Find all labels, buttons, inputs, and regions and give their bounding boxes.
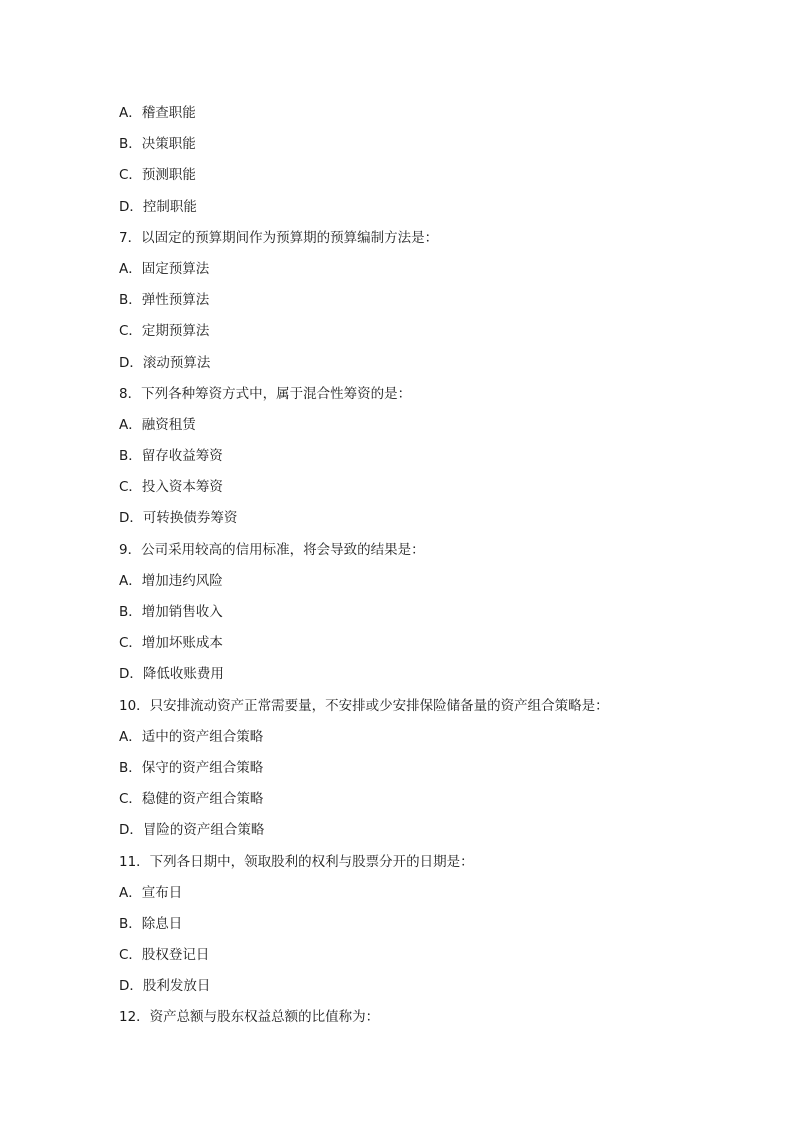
question-line: 11．下列各日期中，领取股利的权利与股票分开的日期是： — [119, 853, 474, 870]
question-line: 10．只安排流动资产正常需要量，不安排或少安排保险储备量的资产组合策略是： — [119, 697, 609, 714]
option-line: A．增加违约风险 — [119, 572, 223, 589]
option-line: B．留存收益筹资 — [119, 448, 223, 465]
option-line: B．决策职能 — [119, 136, 196, 153]
question-line: 12．资产总额与股东权益总额的比值称为： — [119, 1009, 380, 1026]
option-line: C．定期预算法 — [119, 323, 210, 340]
option-line: D．控制职能 — [119, 198, 197, 215]
option-line: C．稳健的资产组合策略 — [119, 791, 264, 808]
option-line: D．滚动预算法 — [119, 354, 211, 371]
option-line: D．冒险的资产组合策略 — [119, 822, 265, 839]
question-list — [119, 102, 609, 1038]
option-line: D．可转换债券筹资 — [119, 510, 238, 527]
option-line: B．增加销售收入 — [119, 604, 223, 620]
option-line: C．股权登记日 — [119, 947, 210, 964]
option-line: A．适中的资产组合策略 — [119, 728, 264, 745]
option-line: D．降低收账费用 — [119, 666, 224, 683]
question-line: 7．以固定的预算期间作为预算期的预算编制方法是： — [119, 229, 439, 246]
option-line: A．固定预算法 — [119, 260, 210, 277]
option-line: B．保守的资产组合策略 — [119, 759, 264, 776]
option-line: C．预测职能 — [119, 167, 196, 184]
option-line: B．除息日 — [119, 915, 183, 932]
option-line: A．宣布日 — [119, 884, 183, 901]
option-line: C．投入资本筹资 — [119, 479, 223, 496]
option-line: C．增加坏账成本 — [119, 635, 223, 652]
option-line: D．股利发放日 — [119, 978, 211, 995]
option-line: A．稽查职能 — [119, 105, 196, 121]
option-line: A．融资租赁 — [119, 416, 196, 433]
option-line: B．弹性预算法 — [119, 292, 210, 309]
question-line: 8．下列各种筹资方式中，属于混合性筹资的是： — [119, 385, 412, 402]
question-line: 9．公司采用较高的信用标准，将会导致的结果是： — [119, 541, 425, 558]
